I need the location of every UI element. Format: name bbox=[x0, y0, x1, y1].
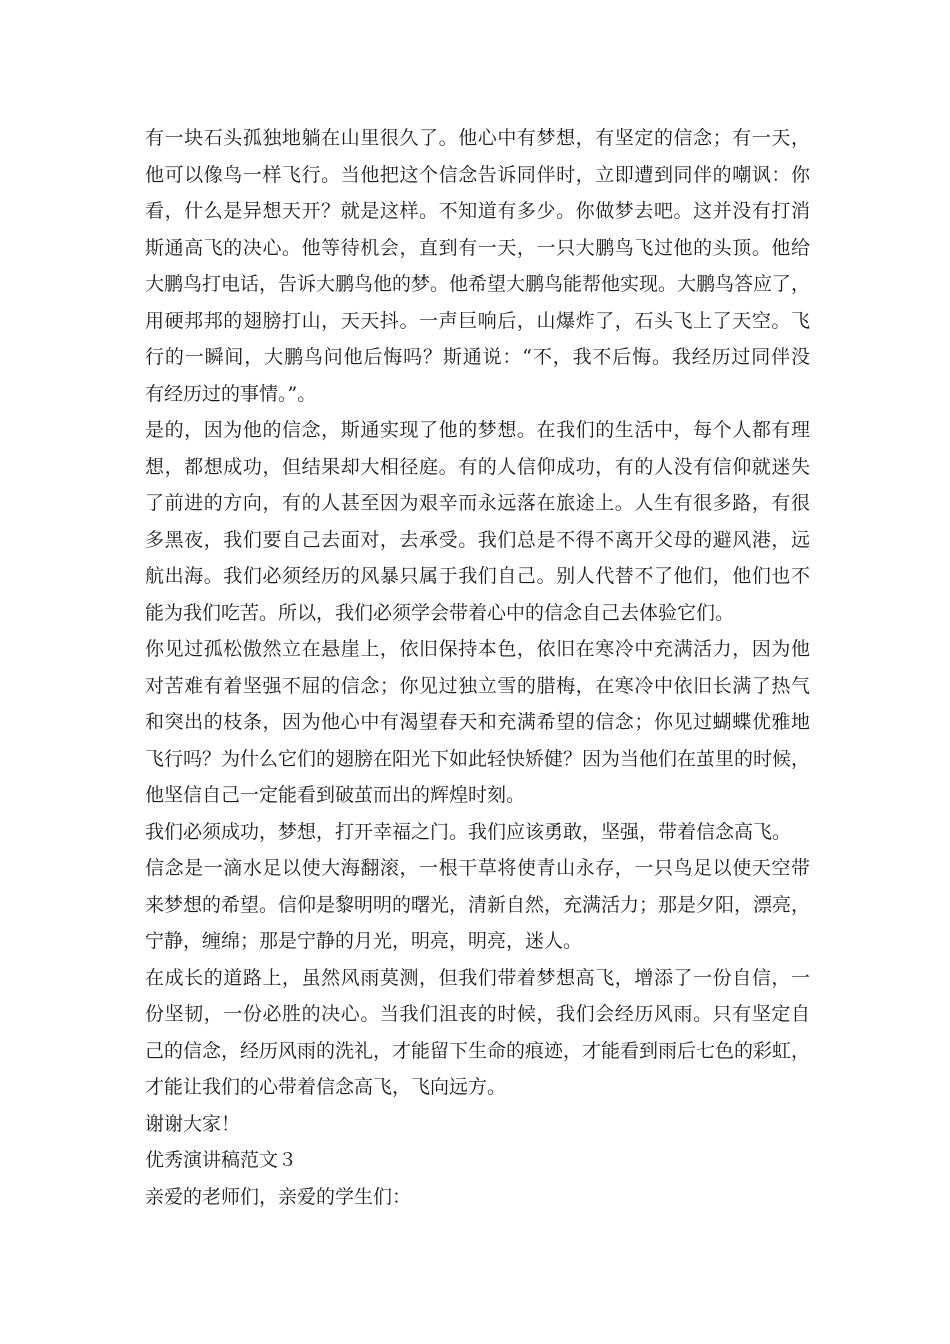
text-line: 了前进的方向，有的人甚至因为艰辛而永远落在旅途上。人生有很多路，有很 bbox=[145, 492, 810, 514]
document-body bbox=[145, 120, 810, 1215]
text-line: 宁静，缠绵；那是宁静的月光，明亮，明亮，迷人。 bbox=[145, 930, 583, 952]
text-line: 在成长的道路上，虽然风雨莫测，但我们带着梦想高飞，增添了一份自信，一 bbox=[145, 966, 810, 989]
text-line: 己的信念，经历风雨的洗礼，才能留下生命的痕迹，才能看到雨后七色的彩虹， bbox=[145, 1039, 810, 1062]
text-line: 和突出的枝条，因为他心中有渴望春天和充满希望的信念；你见过蝴蝶优雅地 bbox=[145, 711, 810, 733]
text-line: 份坚韧，一份必胜的决心。当我们沮丧的时候，我们会经历风雨。只有坚定自 bbox=[145, 1003, 810, 1025]
text-line: 对苦难有着坚强不屈的信念；你见过独立雪的腊梅，在寒冷中依旧长满了热气 bbox=[145, 674, 810, 697]
text-line: 看，什么是异想天开？就是这样。不知道有多少。你做梦去吧。这并没有打消 bbox=[145, 200, 810, 222]
text-line: 有一块石头孤独地躺在山里很久了。他心中有梦想，有坚定的信念；有一天， bbox=[145, 127, 810, 149]
text-line: 多黑夜，我们要自己去面对，去承受。我们总是不得不离开父母的避风港，远 bbox=[145, 528, 810, 551]
text-line: 他可以像鸟一样飞行。当他把这个信念告诉同伴时，立即遭到同伴的嘲讽：你 bbox=[145, 163, 810, 186]
text-line: 优秀演讲稿范文３ bbox=[145, 1149, 298, 1171]
text-line: 有经历过的事情。”。 bbox=[145, 382, 317, 405]
text-line: 飞行吗？为什么它们的翅膀在阳光下如此轻快矫健？因为当他们在茧里的时候， bbox=[145, 747, 810, 770]
text-line: 航出海。我们必须经历的风暴只属于我们自己。别人代替不了他们，他们也不 bbox=[145, 565, 810, 587]
text-line: 你见过孤松傲然立在悬崖上，依旧保持本色，依旧在寒冷中充满活力，因为他 bbox=[145, 638, 810, 660]
text-line: 想，都想成功，但结果却大相径庭。有的人信仰成功，有的人没有信仰就迷失 bbox=[145, 455, 810, 478]
text-line: 才能让我们的心带着信念高飞，飞向远方。 bbox=[145, 1076, 507, 1098]
text-line: 大鹏鸟打电话，告诉大鹏鸟他的梦。他希望大鹏鸟能帮他实现。大鹏鸟答应了， bbox=[145, 273, 810, 295]
text-line: 亲爱的老师们，亲爱的学生们： bbox=[145, 1185, 412, 1208]
text-line: 斯通高飞的决心。他等待机会，直到有一天，一只大鹏鸟飞过他的头顶。他给 bbox=[145, 236, 810, 259]
text-line: 我们必须成功，梦想，打开幸福之门。我们应该勇敢，坚强，带着信念高飞。 bbox=[145, 820, 792, 843]
text-line: 是的，因为他的信念，斯通实现了他的梦想。在我们的生活中，每个人都有理 bbox=[145, 419, 810, 441]
text-line: 他坚信自己一定能看到破茧而出的辉煌时刻。 bbox=[145, 784, 526, 806]
text-line: 行的一瞬间，大鹏鸟问他后悔吗？斯通说：“不，我不后悔。我经历过同伴没 bbox=[145, 346, 810, 368]
text-line: 谢谢大家！ bbox=[145, 1112, 241, 1135]
text-line: 用硬邦邦的翅膀打山，天天抖。一声巨响后，山爆炸了，石头飞上了天空。飞 bbox=[145, 309, 810, 332]
text-line: 能为我们吃苦。所以，我们必须学会带着心中的信念自己去体验它们。 bbox=[145, 601, 735, 624]
text-line: 信念是一滴水足以使大海翻滚，一根干草将使青山永存，一只鸟足以使天空带 bbox=[145, 857, 810, 879]
text-line: 来梦想的希望。信仰是黎明明的曙光，清新自然，充满活力；那是夕阳，漂亮， bbox=[145, 893, 810, 916]
